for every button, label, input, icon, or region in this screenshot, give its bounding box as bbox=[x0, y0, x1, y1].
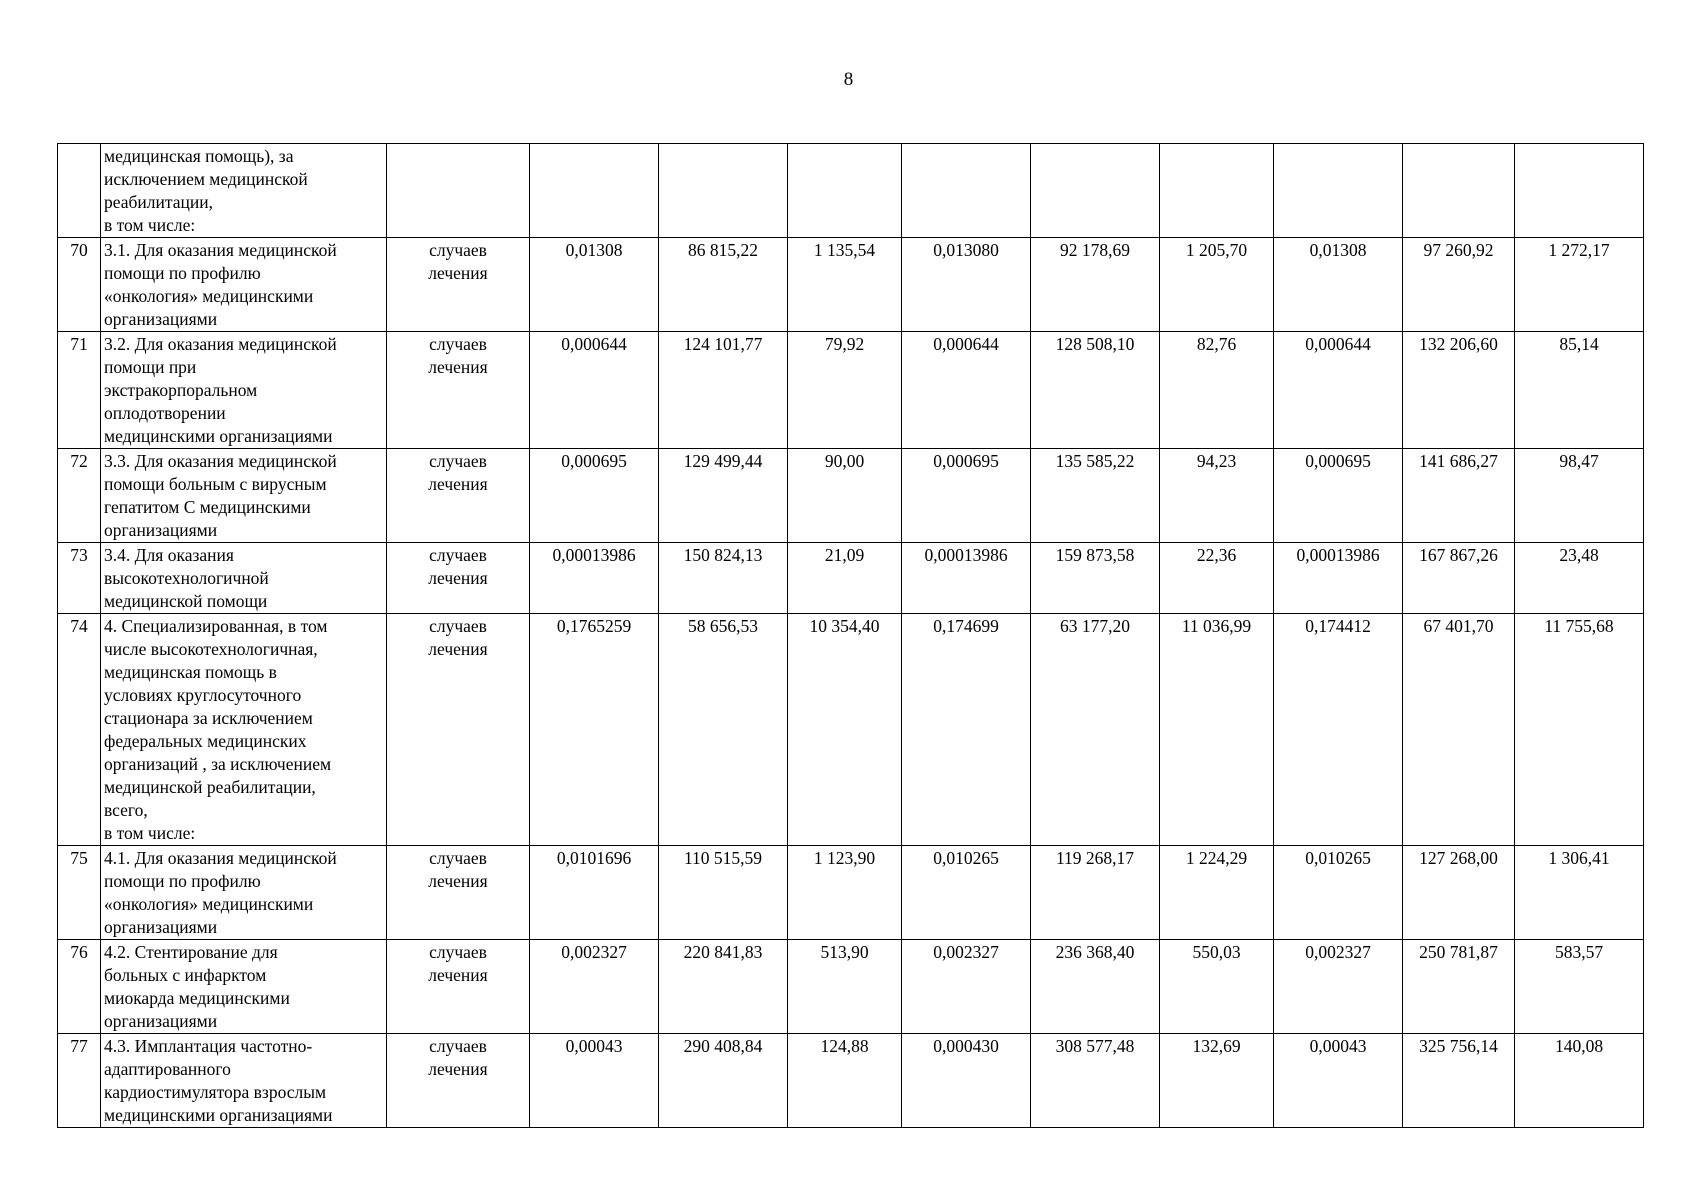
value-cell: 21,09 bbox=[788, 543, 902, 614]
row-number-cell: 72 bbox=[58, 449, 101, 543]
value-cell: 1 224,29 bbox=[1160, 846, 1274, 940]
value-cell: 0,000695 bbox=[530, 449, 659, 543]
value-cell: 250 781,87 bbox=[1403, 940, 1515, 1034]
unit-cell bbox=[387, 846, 530, 940]
unit-cell bbox=[387, 449, 530, 543]
indicator-name-cell bbox=[101, 238, 387, 332]
value-cell bbox=[530, 144, 659, 238]
value-cell: 308 577,48 bbox=[1031, 1034, 1160, 1128]
value-cell: 0,010265 bbox=[902, 846, 1031, 940]
value-cell: 0,002327 bbox=[530, 940, 659, 1034]
table-row bbox=[58, 1034, 1644, 1128]
value-cell: 1 306,41 bbox=[1515, 846, 1644, 940]
table-row bbox=[58, 543, 1644, 614]
value-cell: 325 756,14 bbox=[1403, 1034, 1515, 1128]
unit-text: случаев лечения bbox=[428, 334, 488, 377]
value-cell: 79,92 bbox=[788, 332, 902, 449]
indicator-name-cell bbox=[101, 449, 387, 543]
value-cell: 220 841,83 bbox=[659, 940, 788, 1034]
value-cell: 1 272,17 bbox=[1515, 238, 1644, 332]
value-cell: 86 815,22 bbox=[659, 238, 788, 332]
value-cell: 0,000695 bbox=[1274, 449, 1403, 543]
value-cell: 10 354,40 bbox=[788, 614, 902, 846]
value-cell: 92 178,69 bbox=[1031, 238, 1160, 332]
table-row bbox=[58, 940, 1644, 1034]
value-cell: 128 508,10 bbox=[1031, 332, 1160, 449]
table-row bbox=[58, 144, 1644, 238]
value-cell: 0,00043 bbox=[530, 1034, 659, 1128]
value-cell: 58 656,53 bbox=[659, 614, 788, 846]
value-cell: 11 755,68 bbox=[1515, 614, 1644, 846]
unit-cell bbox=[387, 614, 530, 846]
unit-cell bbox=[387, 940, 530, 1034]
value-cell: 1 135,54 bbox=[788, 238, 902, 332]
indicator-name: медицинская помощь), за исключением медицинской реабилитации, в том числе: bbox=[104, 146, 308, 235]
value-cell bbox=[659, 144, 788, 238]
row-number-cell: 73 bbox=[58, 543, 101, 614]
indicator-name-cell bbox=[101, 614, 387, 846]
unit-cell bbox=[387, 332, 530, 449]
unit-cell bbox=[387, 543, 530, 614]
value-cell: 119 268,17 bbox=[1031, 846, 1160, 940]
table-row bbox=[58, 846, 1644, 940]
value-cell: 150 824,13 bbox=[659, 543, 788, 614]
value-cell: 97 260,92 bbox=[1403, 238, 1515, 332]
value-cell: 0,013080 bbox=[902, 238, 1031, 332]
value-cell bbox=[1031, 144, 1160, 238]
unit-text: случаев лечения bbox=[428, 240, 488, 283]
table-row bbox=[58, 238, 1644, 332]
indicator-name-cell bbox=[101, 940, 387, 1034]
value-cell bbox=[902, 144, 1031, 238]
value-cell: 290 408,84 bbox=[659, 1034, 788, 1128]
value-cell: 0,000644 bbox=[530, 332, 659, 449]
value-cell: 22,36 bbox=[1160, 543, 1274, 614]
indicator-name: 4.3. Имплантация частотно- адаптированного кардиостимулятора взрослым медицинскими организациями bbox=[104, 1036, 333, 1125]
value-cell: 0,000695 bbox=[902, 449, 1031, 543]
value-cell: 0,00013986 bbox=[1274, 543, 1403, 614]
value-cell: 0,01308 bbox=[1274, 238, 1403, 332]
indicator-name-cell bbox=[101, 332, 387, 449]
value-cell: 90,00 bbox=[788, 449, 902, 543]
row-number-cell: 75 bbox=[58, 846, 101, 940]
indicator-name-cell bbox=[101, 1034, 387, 1128]
unit-cell bbox=[387, 1034, 530, 1128]
value-cell: 1 205,70 bbox=[1160, 238, 1274, 332]
unit-text: случаев лечения bbox=[428, 545, 488, 588]
unit-text: случаев лечения bbox=[428, 848, 488, 891]
value-cell: 0,0101696 bbox=[530, 846, 659, 940]
value-cell: 0,1765259 bbox=[530, 614, 659, 846]
value-cell: 124 101,77 bbox=[659, 332, 788, 449]
page-number: 8 bbox=[843, 69, 854, 90]
value-cell: 0,00013986 bbox=[902, 543, 1031, 614]
value-cell bbox=[1274, 144, 1403, 238]
unit-cell bbox=[387, 238, 530, 332]
indicator-name-cell bbox=[101, 543, 387, 614]
value-cell bbox=[1160, 144, 1274, 238]
value-cell: 82,76 bbox=[1160, 332, 1274, 449]
value-cell: 124,88 bbox=[788, 1034, 902, 1128]
value-cell: 0,174699 bbox=[902, 614, 1031, 846]
value-cell: 0,000644 bbox=[1274, 332, 1403, 449]
value-cell: 132,69 bbox=[1160, 1034, 1274, 1128]
value-cell: 63 177,20 bbox=[1031, 614, 1160, 846]
table-row bbox=[58, 449, 1644, 543]
value-cell: 141 686,27 bbox=[1403, 449, 1515, 543]
value-cell bbox=[1403, 144, 1515, 238]
row-number-cell bbox=[58, 144, 101, 238]
row-number-cell: 74 bbox=[58, 614, 101, 846]
indicator-name: 3.2. Для оказания медицинской помощи при экстракорпоральном оплодотворении медицинскими организациями bbox=[104, 334, 337, 446]
indicator-name-cell bbox=[101, 846, 387, 940]
value-cell: 0,002327 bbox=[902, 940, 1031, 1034]
value-cell: 1 123,90 bbox=[788, 846, 902, 940]
unit-text: случаев лечения bbox=[428, 616, 488, 659]
value-cell: 127 268,00 bbox=[1403, 846, 1515, 940]
value-cell: 236 368,40 bbox=[1031, 940, 1160, 1034]
value-cell: 0,00043 bbox=[1274, 1034, 1403, 1128]
value-cell bbox=[788, 144, 902, 238]
row-number-cell: 70 bbox=[58, 238, 101, 332]
indicator-name: 3.1. Для оказания медицинской помощи по профилю «онкология» медицинскими организациями bbox=[104, 240, 337, 329]
value-cell: 98,47 bbox=[1515, 449, 1644, 543]
value-cell: 94,23 bbox=[1160, 449, 1274, 543]
value-cell: 0,000644 bbox=[902, 332, 1031, 449]
value-cell: 135 585,22 bbox=[1031, 449, 1160, 543]
indicator-name-cell bbox=[101, 144, 387, 238]
indicator-name: 4.2. Стентирование для больных с инфарктом миокарда медицинскими организациями bbox=[104, 942, 290, 1031]
row-number-cell: 76 bbox=[58, 940, 101, 1034]
value-cell: 513,90 bbox=[788, 940, 902, 1034]
unit-text: случаев лечения bbox=[428, 942, 488, 985]
value-cell: 110 515,59 bbox=[659, 846, 788, 940]
indicator-name: 3.4. Для оказания высокотехнологичной медицинской помощи bbox=[104, 545, 269, 611]
unit-cell bbox=[387, 144, 530, 238]
value-cell: 0,01308 bbox=[530, 238, 659, 332]
table-body bbox=[58, 144, 1644, 1128]
value-cell: 67 401,70 bbox=[1403, 614, 1515, 846]
unit-text: случаев лечения bbox=[428, 451, 488, 494]
value-cell: 23,48 bbox=[1515, 543, 1644, 614]
value-cell: 583,57 bbox=[1515, 940, 1644, 1034]
value-cell: 85,14 bbox=[1515, 332, 1644, 449]
data-table bbox=[57, 143, 1644, 1128]
value-cell: 0,002327 bbox=[1274, 940, 1403, 1034]
value-cell bbox=[1515, 144, 1644, 238]
indicator-name: 3.3. Для оказания медицинской помощи больным с вирусным гепатитом С медицинскими организациями bbox=[104, 451, 337, 540]
indicator-name: 4.1. Для оказания медицинской помощи по профилю «онкология» медицинскими организациями bbox=[104, 848, 337, 937]
value-cell: 132 206,60 bbox=[1403, 332, 1515, 449]
value-cell: 0,174412 bbox=[1274, 614, 1403, 846]
value-cell: 167 867,26 bbox=[1403, 543, 1515, 614]
value-cell: 550,03 bbox=[1160, 940, 1274, 1034]
table-row bbox=[58, 332, 1644, 449]
indicator-name: 4. Специализированная, в том числе высокотехнологичная, медицинская помощь в условиях круглосуточного стационара за исключением федеральных медицинских организаций , за исключением медицинской реабилитации, всего, в том числе: bbox=[104, 616, 332, 843]
value-cell: 159 873,58 bbox=[1031, 543, 1160, 614]
value-cell: 140,08 bbox=[1515, 1034, 1644, 1128]
value-cell: 11 036,99 bbox=[1160, 614, 1274, 846]
unit-text: случаев лечения bbox=[428, 1036, 488, 1079]
row-number-cell: 71 bbox=[58, 332, 101, 449]
value-cell: 129 499,44 bbox=[659, 449, 788, 543]
table-row bbox=[58, 614, 1644, 846]
row-number-cell: 77 bbox=[58, 1034, 101, 1128]
value-cell: 0,00013986 bbox=[530, 543, 659, 614]
value-cell: 0,010265 bbox=[1274, 846, 1403, 940]
value-cell: 0,000430 bbox=[902, 1034, 1031, 1128]
